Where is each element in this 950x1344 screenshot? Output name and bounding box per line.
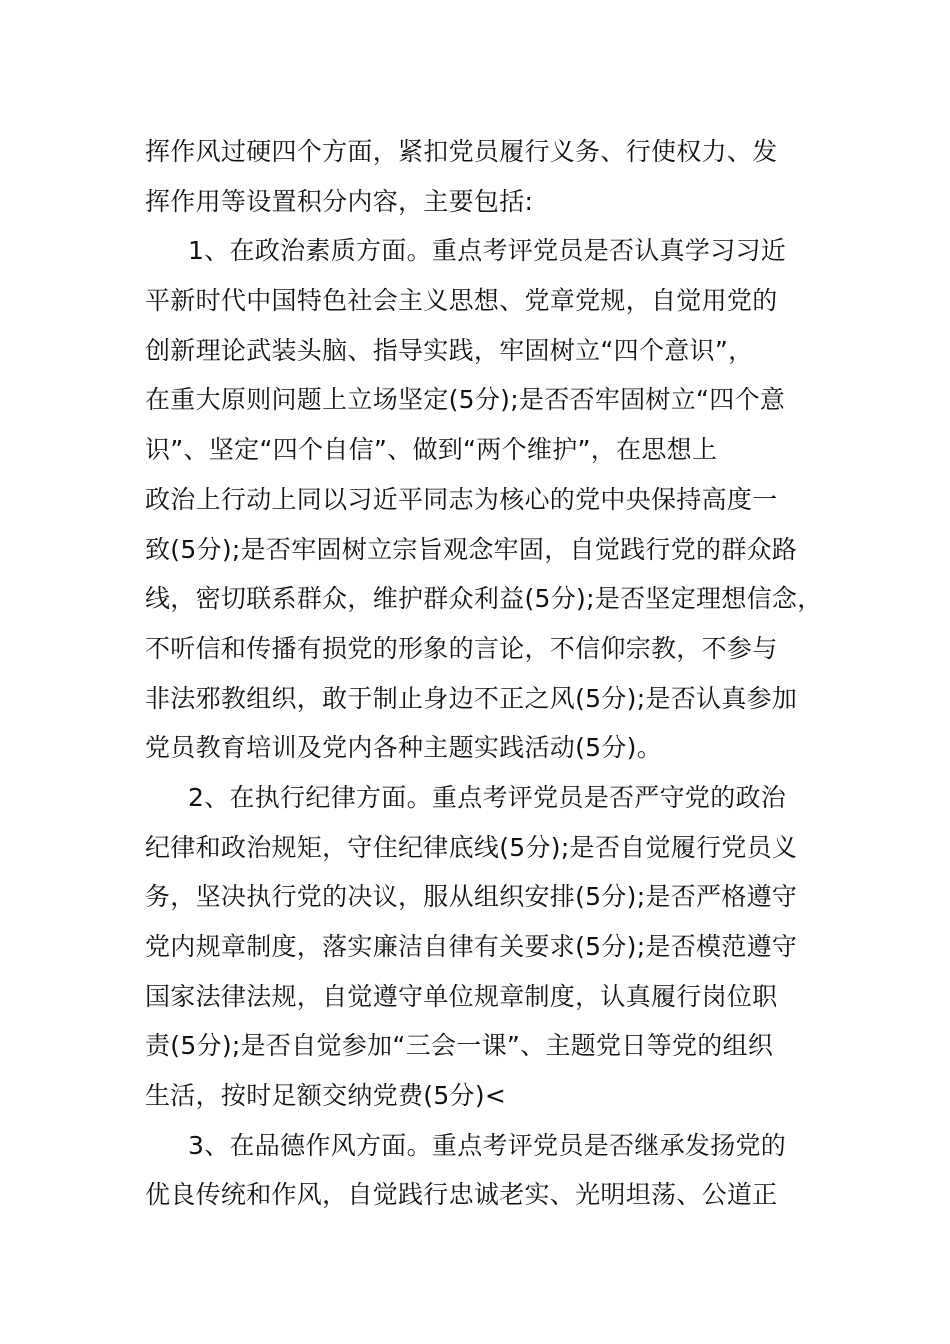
body-text [145, 127, 825, 1220]
text-line: 挥作用等设置积分内容，主要包括: [145, 186, 534, 216]
text-line: 党内规章制度，落实廉洁自律有关要求(5分);是否模范遵守 [145, 932, 798, 961]
text-line: 2、在执行纪律方面。重点考评党员是否严守党的政治 [188, 782, 787, 812]
text-line: 不听信和传播有损党的形象的言论，不信仰宗教，不参与 [145, 633, 778, 663]
text-line: 党员教育培训及党内各种主题实践活动(5分)。 [145, 733, 663, 763]
text-line: 生活，按时足额交纳党费(5分)< [145, 1081, 507, 1111]
text-line: 线，密切联系群众，维护群众利益(5分);是否坚定理想信念， [145, 584, 823, 614]
text-line: 政治上行动上同以习近平同志为核心的党中央保持高度一 [145, 484, 778, 514]
text-line: 国家法律法规，自觉遵守单位规章制度，认真履行岗位职 [145, 981, 778, 1011]
text-line: 挥作风过硬四个方面，紧扣党员履行义务、行使权力、发 [145, 137, 778, 166]
text-line: 在重大原则问题上立场坚定(5分);是否否牢固树立“四个意 [145, 385, 786, 415]
text-line: 3、在品德作风方面。重点考评党员是否继承发扬党的 [188, 1130, 787, 1160]
text-line: 1、在政治素质方面。重点考评党员是否认真学习习近 [188, 236, 787, 266]
text-line: 优良传统和作风，自觉践行忠诚老实、光明坦荡、公道正 [145, 1180, 778, 1210]
text-line: 非法邪教组织，敢于制止身边不正之风(5分);是否认真参加 [145, 683, 798, 713]
text-line: 识”、坚定“四个自信”、做到“两个维护”，在思想上 [145, 435, 718, 465]
text-line: 纪律和政治规矩，守住纪律底线(5分);是否自觉履行党员义 [145, 832, 798, 862]
text-line: 责(5分);是否自觉参加“三会一课”、主题党日等党的组织 [145, 1031, 774, 1061]
text-line: 务，坚决执行党的决议，服从组织安排(5分);是否严格遵守 [145, 882, 798, 912]
text-line: 致(5分);是否牢固树立宗旨观念牢固，自觉践行党的群众路 [145, 534, 798, 564]
text-line: 平新时代中国特色社会主义思想、党章党规，自觉用党的 [145, 286, 778, 316]
text-line: 创新理论武装头脑、指导实践，牢固树立“四个意识”， [145, 335, 754, 365]
